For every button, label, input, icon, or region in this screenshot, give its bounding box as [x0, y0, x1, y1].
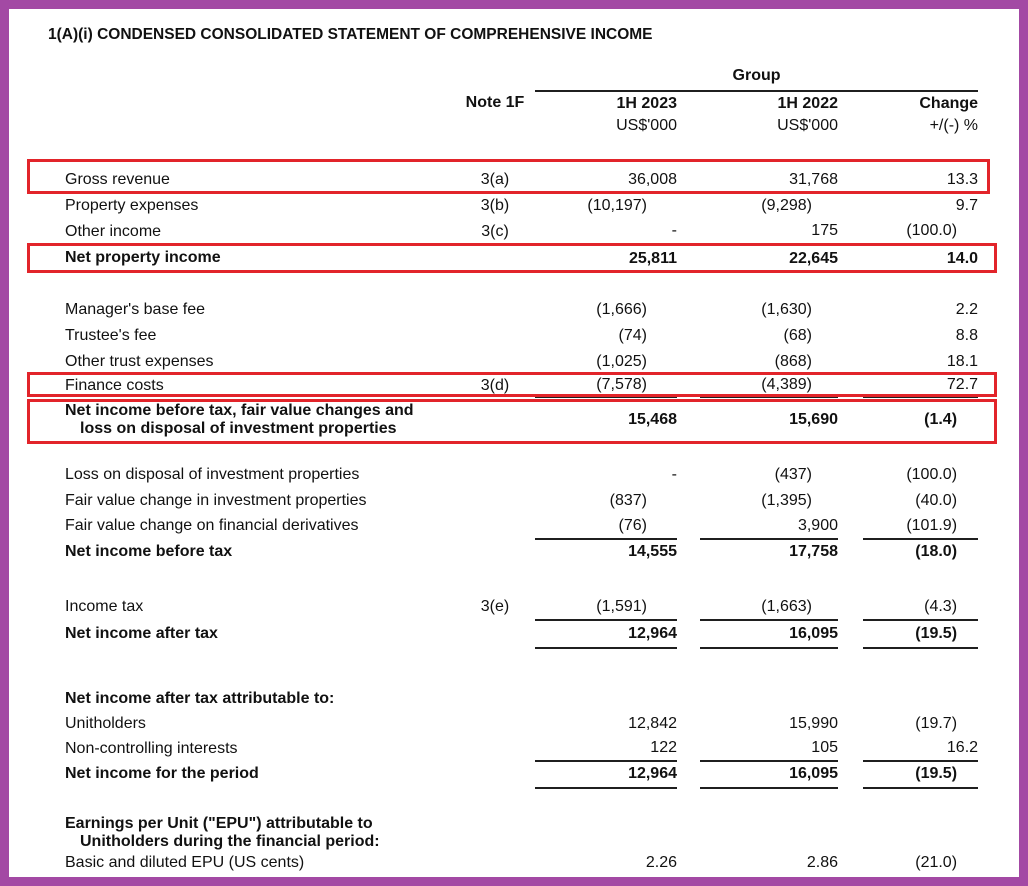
row-basic-diluted-epu	[65, 853, 978, 873]
cell-gap	[677, 488, 700, 514]
cell-empty	[65, 91, 455, 116]
cell-c2: (4,389)	[700, 375, 838, 397]
cell-label: Trustee's fee	[65, 326, 157, 344]
label-line-2: Unitholders during the financial period:	[80, 833, 380, 850]
cell-gap	[838, 349, 863, 375]
cell-note: 3(d)	[480, 376, 510, 394]
row-spacer-header	[65, 137, 978, 167]
row-finance-costs	[65, 375, 978, 397]
cell-note	[455, 397, 535, 443]
cell-gap	[838, 488, 863, 514]
cell-label: Finance costs	[65, 376, 164, 394]
cell-note	[455, 737, 535, 761]
cell-c2: 15,690	[789, 411, 838, 429]
cell-c1: 12,842	[628, 714, 677, 732]
label-line-1: Earnings per Unit ("EPU") attributable to	[65, 814, 373, 832]
cell-c3: 9.7	[955, 196, 979, 214]
cell-gap	[838, 620, 863, 648]
cell-gap	[677, 297, 700, 323]
cell-c1: 2.26	[645, 853, 677, 871]
cell-note	[455, 539, 535, 565]
row-net-income-for-period	[65, 761, 978, 788]
cell-label: Loss on disposal of investment properties	[65, 465, 360, 483]
row-gross-revenue	[65, 167, 978, 193]
cell-label: Net income for the period	[65, 765, 259, 783]
cell-label: Unitholders	[65, 714, 146, 732]
cell-c2: 105	[700, 737, 838, 761]
cell-note	[455, 488, 535, 514]
cell-c3: (100.0)	[906, 465, 958, 483]
cell-c2: 17,758	[789, 543, 838, 561]
cell-label: Net income before tax	[65, 542, 233, 560]
label-line-1: Net income before tax, fair value changes and	[65, 401, 414, 419]
cell-c3: (19.5)	[863, 761, 978, 788]
cell-gap	[677, 539, 700, 565]
cell-gap	[677, 595, 700, 620]
row-spacer-3	[65, 565, 978, 595]
row-attributable-header	[65, 688, 978, 711]
cell-c3: 2.2	[955, 300, 979, 318]
cell-gap	[838, 167, 863, 193]
cell-note	[455, 514, 535, 539]
cell-label: Net property income	[65, 249, 221, 267]
cell-c1: -	[671, 222, 677, 240]
cell-c1: -	[671, 465, 677, 483]
row-epu-header	[65, 813, 978, 853]
row-group-header	[65, 62, 978, 91]
col-units-1h2022: US$'000	[777, 117, 838, 135]
cell-c1: (76)	[535, 514, 677, 539]
cell-note	[455, 761, 535, 788]
cell-label: Gross revenue	[65, 170, 170, 188]
cell-gap	[838, 297, 863, 323]
cell-gap	[838, 595, 863, 620]
cell-c1: (1,025)	[596, 352, 647, 370]
cell-gap	[677, 375, 700, 397]
cell-note	[455, 853, 535, 873]
cell-c1: 14,555	[628, 543, 677, 561]
row-net-income-before-tax	[65, 539, 978, 565]
cell-c2: 2.86	[806, 853, 838, 871]
cell-c3: 14.0	[863, 245, 978, 272]
cell-note: 3(c)	[481, 222, 509, 240]
row-net-income-after-tax	[65, 620, 978, 648]
cell-c1: 36,008	[628, 170, 677, 188]
row-spacer-2	[65, 443, 978, 462]
cell-c3: (1.4)	[924, 411, 958, 429]
cell-label: Manager's base fee	[65, 300, 206, 318]
cell-note: 3(b)	[480, 196, 510, 214]
cell-gap	[838, 711, 863, 737]
cell-c1: 12,964	[535, 620, 677, 648]
cell-c2: (1,630)	[761, 300, 812, 318]
cell-gap	[838, 91, 863, 116]
cell-gap	[677, 91, 700, 116]
cell-label: Fair value change on financial derivatives	[65, 517, 359, 535]
cell-c2: 3,900	[700, 514, 838, 539]
col-header-1h2022: 1H 2022	[777, 94, 838, 112]
cell-gap	[838, 688, 863, 711]
cell-c1: (1,591)	[535, 595, 677, 620]
cell-note	[455, 688, 535, 711]
cell-c3: (101.9)	[863, 514, 978, 539]
col-header-change: Change	[919, 94, 979, 112]
cell-gap	[677, 761, 700, 788]
spacer-cell	[65, 648, 978, 688]
cell-c3: (40.0)	[915, 491, 958, 509]
cell-label: Fair value change in investment properties	[65, 491, 367, 509]
row-spacer-5	[65, 788, 978, 813]
cell-gap	[838, 462, 863, 488]
cell-c3: (21.0)	[915, 853, 958, 871]
table-body	[65, 167, 978, 873]
row-managers-base-fee	[65, 297, 978, 323]
cell-c3: (4.3)	[863, 595, 978, 620]
cell-gap	[677, 853, 700, 873]
row-net-income-before-tax-fv	[65, 397, 978, 443]
row-fv-change-investment-properties	[65, 488, 978, 514]
cell-c3: (100.0)	[906, 222, 958, 240]
cell-note	[455, 462, 535, 488]
cell-c1: (10,197)	[587, 196, 647, 214]
cell-gap	[838, 514, 863, 539]
row-unitholders	[65, 711, 978, 737]
cell-c3	[863, 813, 978, 853]
cell-c1	[535, 813, 677, 853]
cell-label: Income tax	[65, 598, 144, 616]
cell-gap	[677, 116, 700, 137]
cell-c3: (19.5)	[863, 620, 978, 648]
cell-gap	[677, 688, 700, 711]
cell-c2: (868)	[774, 352, 812, 370]
cell-gap	[677, 620, 700, 648]
cell-c1: 122	[535, 737, 677, 761]
cell-c2: 22,645	[700, 245, 838, 272]
cell-label: Net income after tax	[65, 624, 218, 642]
cell-c2	[700, 688, 838, 711]
col-header-1h2023: 1H 2023	[616, 94, 677, 112]
spacer-cell	[65, 272, 978, 297]
cell-empty	[65, 62, 455, 91]
cell-label	[65, 813, 455, 853]
cell-empty	[65, 116, 455, 137]
cell-gap	[838, 245, 863, 272]
cell-c2	[700, 813, 838, 853]
cell-gap	[838, 375, 863, 397]
cell-c2: (1,663)	[700, 595, 838, 620]
cell-gap	[838, 219, 863, 245]
cell-empty	[455, 62, 535, 91]
cell-note	[455, 711, 535, 737]
row-non-controlling-interests	[65, 737, 978, 761]
cell-c2: (9,298)	[761, 196, 812, 214]
cell-label: Net income after tax attributable to:	[65, 690, 335, 708]
cell-gap	[677, 813, 700, 853]
cell-note	[455, 813, 535, 853]
income-statement-table	[65, 62, 978, 873]
cell-gap	[838, 193, 863, 219]
cell-label	[65, 397, 455, 443]
cell-gap	[838, 853, 863, 873]
cell-gap	[677, 711, 700, 737]
row-other-income	[65, 219, 978, 245]
spacer-cell	[65, 137, 978, 167]
cell-c3: (19.7)	[915, 714, 958, 732]
cell-c1: 12,964	[535, 761, 677, 788]
cell-gap	[677, 323, 700, 349]
cell-c2: (1,395)	[761, 491, 812, 509]
note-column-header: Note 1F	[465, 94, 525, 112]
cell-c2: 16,095	[700, 620, 838, 648]
cell-label: Property expenses	[65, 196, 199, 214]
cell-gap	[838, 761, 863, 788]
cell-c2: (68)	[783, 326, 812, 344]
row-spacer-1	[65, 272, 978, 297]
cell-c3: 72.7	[863, 375, 978, 397]
cell-c3: (18.0)	[915, 543, 958, 561]
row-loss-on-disposal	[65, 462, 978, 488]
cell-gap	[838, 539, 863, 565]
cell-gap	[677, 462, 700, 488]
col-units-1h2023: US$'000	[616, 117, 677, 135]
cell-empty	[455, 116, 535, 137]
label-line-2: loss on disposal of investment properties	[80, 420, 397, 437]
cell-c2: (437)	[774, 465, 812, 483]
row-fv-change-financial-derivatives	[65, 514, 978, 539]
spacer-cell	[65, 565, 978, 595]
cell-c2: 175	[811, 222, 838, 240]
cell-c1	[535, 688, 677, 711]
cell-c2: 16,095	[700, 761, 838, 788]
cell-c3: 8.8	[955, 326, 979, 344]
cell-c1: (7,578)	[535, 375, 677, 397]
cell-gap	[677, 245, 700, 272]
cell-c3	[863, 688, 978, 711]
cell-c1: 25,811	[535, 245, 677, 272]
cell-label: Other income	[65, 222, 162, 240]
group-header: Group	[535, 62, 978, 91]
cell-c1: (74)	[618, 326, 647, 344]
row-spacer-4	[65, 648, 978, 688]
row-income-tax	[65, 595, 978, 620]
cell-label: Basic and diluted EPU (US cents)	[65, 853, 305, 871]
cell-c3: 13.3	[946, 170, 979, 188]
cell-note	[455, 297, 535, 323]
cell-c3: 16.2	[863, 737, 978, 761]
cell-gap	[838, 323, 863, 349]
cell-gap	[677, 349, 700, 375]
cell-gap	[677, 397, 700, 443]
cell-c1: (1,666)	[596, 300, 647, 318]
cell-c3: 18.1	[946, 352, 979, 370]
cell-note	[455, 349, 535, 375]
row-other-trust-expenses	[65, 349, 978, 375]
cell-note	[455, 245, 535, 272]
spacer-cell	[65, 788, 978, 813]
col-units-change: +/(-) %	[929, 117, 979, 135]
cell-gap	[838, 813, 863, 853]
cell-c1: 15,468	[628, 411, 677, 429]
cell-gap	[677, 167, 700, 193]
cell-gap	[677, 514, 700, 539]
cell-c1: (837)	[609, 491, 647, 509]
row-property-expenses	[65, 193, 978, 219]
cell-c2: 15,990	[789, 714, 838, 732]
cell-label: Non-controlling interests	[65, 739, 238, 757]
cell-gap	[677, 219, 700, 245]
cell-label: Other trust expenses	[65, 352, 214, 370]
row-column-units	[65, 116, 978, 137]
cell-note	[455, 323, 535, 349]
page-title: 1(A)(i) CONDENSED CONSOLIDATED STATEMENT OF COMPREHENSIVE INCOME	[48, 26, 653, 43]
row-column-headers	[65, 91, 978, 116]
cell-c2: 31,768	[789, 170, 838, 188]
cell-gap	[677, 737, 700, 761]
cell-gap	[838, 737, 863, 761]
cell-note: 3(a)	[480, 170, 510, 188]
cell-gap	[677, 193, 700, 219]
cell-note: 3(e)	[480, 598, 510, 616]
row-trustees-fee	[65, 323, 978, 349]
cell-gap	[838, 397, 863, 443]
cell-note	[455, 620, 535, 648]
cell-gap	[838, 116, 863, 137]
row-net-property-income	[65, 245, 978, 272]
spacer-cell	[65, 443, 978, 462]
